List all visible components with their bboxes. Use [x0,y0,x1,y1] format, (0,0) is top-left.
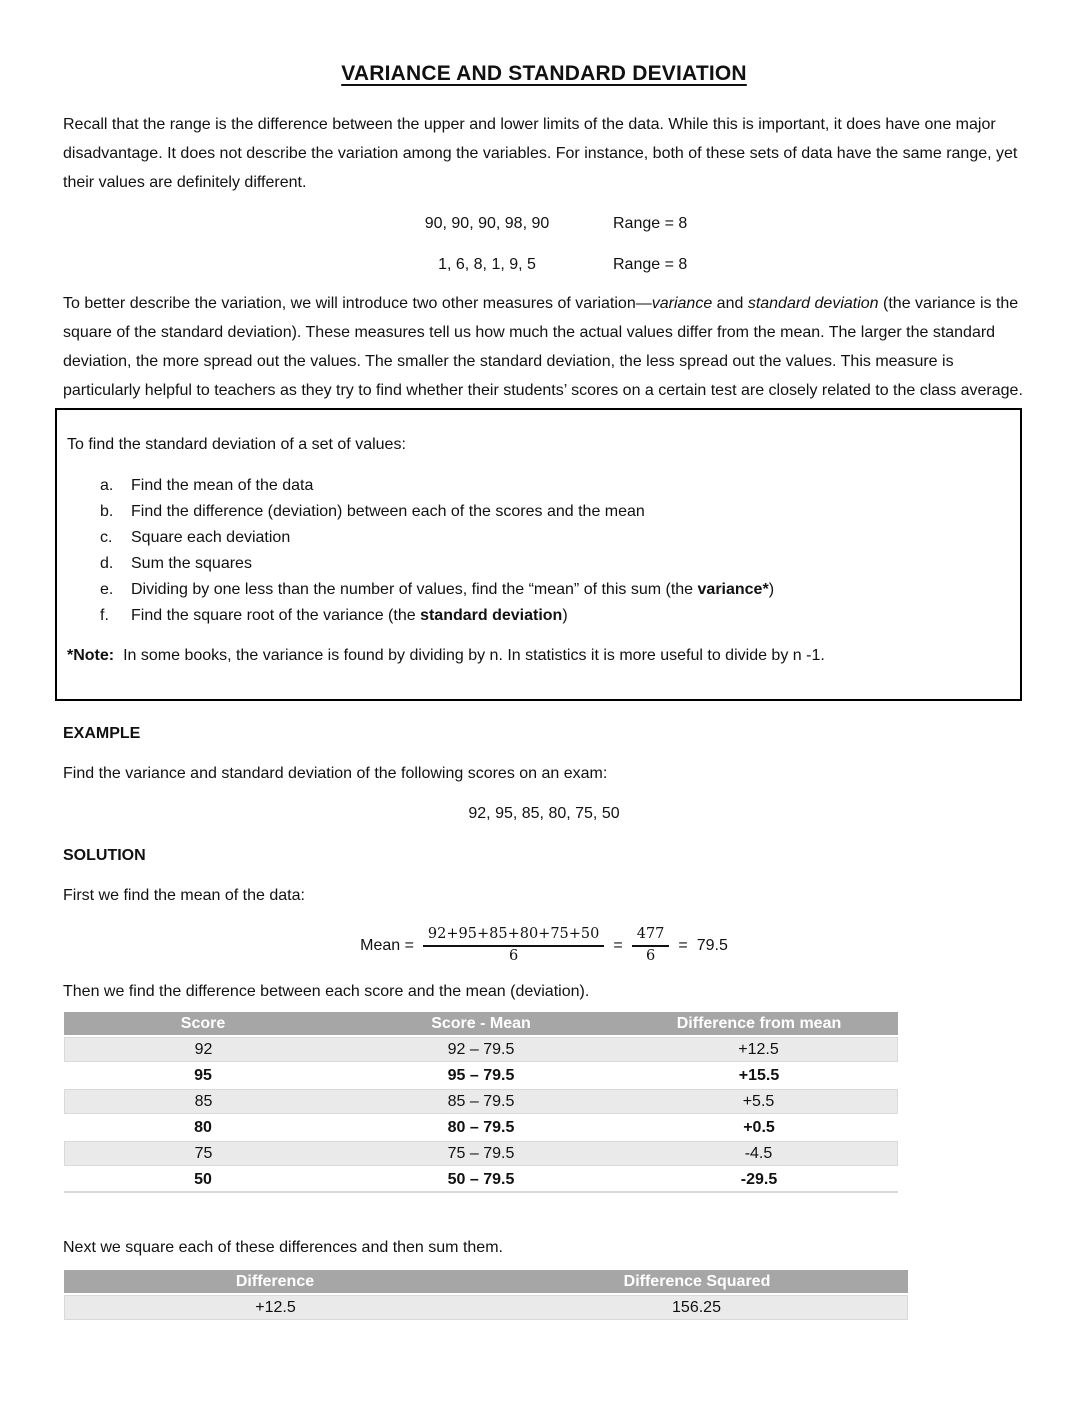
table-cell: 50 [64,1168,342,1193]
step-marker: f. [100,607,109,624]
fraction-denominator: 6 [509,947,519,964]
table-header-row [64,1012,898,1035]
table-cell: +15.5 [620,1064,898,1087]
table-row [64,1089,898,1114]
example-prompt: Find the variance and standard deviation of the following scores on an exam: [63,765,608,782]
variation-paragraph [63,289,1025,405]
squares-intro: Next we square each of these differences and then sum them. [63,1239,503,1256]
table-cell: 75 – 79.5 [342,1141,620,1166]
step-marker: e. [100,581,114,598]
table-cell: -29.5 [620,1168,898,1193]
procedure-box [55,408,1022,701]
step-marker: b. [100,503,114,520]
page-title-text: VARIANCE AND STANDARD DEVIATION [341,62,747,85]
italic-term: standard deviation [747,295,879,312]
intro-paragraph: Recall that the range is the difference between the upper and lower limits of the data. While this is important, it does have one major disadvantage. It does not describe the variation among the variables. For instance, both of these sets of data have the same range, yet their values are definitely different. [63,116,1018,191]
procedure-step [100,525,1004,551]
dataset-range: Range = 8 [613,256,688,273]
table-row [64,1141,898,1166]
table-cell: 85 – 79.5 [342,1089,620,1114]
step-text [131,499,645,525]
step-marker: d. [100,555,114,572]
table-cell: 85 [64,1089,342,1114]
step-bold-term: variance* [697,581,769,598]
table-header-cell: Difference Squared [486,1270,908,1293]
step-text-part: Dividing by one less than the number of values, find the “mean” of this sum (the [131,581,698,598]
procedure-step [100,499,1004,525]
formula-equals: = [613,936,623,954]
formula-fraction-sum [423,925,604,966]
table-cell: -4.5 [620,1141,898,1166]
table-cell: 156.25 [486,1295,908,1320]
step-marker: c. [100,529,113,546]
table-cell: +0.5 [620,1116,898,1139]
table-cell: 80 – 79.5 [342,1116,620,1139]
table-row [64,1295,908,1320]
step-bold-term: standard deviation [420,607,563,624]
table-header-cell: Difference from mean [620,1012,898,1035]
fraction-denominator: 6 [645,947,656,964]
table-row [64,1064,898,1087]
formula-result: 79.5 [696,936,728,954]
note-text: In some books, the variance is found by dividing by n. In statistics it is more useful to divide by n -1. [123,647,825,664]
step-text-part: Sum the squares [131,555,252,572]
table-row [64,1168,898,1193]
table-header-row [64,1270,908,1293]
table-cell: 95 – 79.5 [342,1064,620,1087]
deviation-table [64,1010,898,1195]
paragraph-text: (the variance is the square of the standard deviation). These measures tell us how much the actual values differ from the mean. The larger the standard deviation, the more spread out the values. The smaller the standard deviation, the less spread out the values. This measure is particularly helpful to teachers as they try to find whether their students’ scores on a certain test are closely related to the class average. [63,295,1023,399]
table-row [64,1037,898,1062]
paragraph-text: and [712,295,748,312]
table-header-cell: Score - Mean [342,1012,620,1035]
dataset-values: 1, 6, 8, 1, 9, 5 [438,256,536,273]
table-cell: +5.5 [620,1089,898,1114]
procedure-step [100,551,1004,577]
table-cell: 95 [64,1064,342,1087]
table-cell: 80 [64,1116,342,1139]
example-heading: EXAMPLE [63,725,141,742]
formula-equals: = [678,936,688,954]
procedure-step [100,603,1004,629]
dataset-row [63,250,1025,279]
table-cell: 50 – 79.5 [342,1168,620,1193]
note-label: *Note: [67,647,115,664]
table-cell: 92 [64,1037,342,1062]
step-text [131,551,252,577]
dataset-range: Range = 8 [613,215,688,232]
step-text [131,525,290,551]
step-marker: a. [100,477,114,494]
formula-lhs: Mean = [360,936,414,954]
table-header-cell: Difference [64,1270,486,1293]
step-text [131,603,568,629]
dataset-row [63,209,1025,238]
paragraph-text: To better describe the variation, we will introduce two other measures of variation— [63,295,652,312]
step-text-part: Find the mean of the data [131,477,314,494]
solution-heading: SOLUTION [63,847,146,864]
table-cell: 75 [64,1141,342,1166]
step-text [131,577,774,603]
procedure-step [100,473,1004,499]
table-header-cell: Score [64,1012,342,1035]
table-row [64,1116,898,1139]
mean-formula [63,917,1025,973]
step-text-part: ) [562,607,568,624]
mean-intro: First we find the mean of the data: [63,887,305,904]
step-text [131,473,313,499]
note-line [67,643,1004,669]
page-title [63,58,1025,90]
italic-term: variance [651,295,713,312]
procedure-step [100,577,1004,603]
fraction-numerator: 477 [632,925,670,947]
step-text-part: Square each deviation [131,529,291,546]
deviation-intro: Then we find the difference between each score and the mean (deviation). [63,983,590,1000]
step-text-part: Find the difference (deviation) between each of the scores and the mean [131,503,645,520]
step-text-part: Find the square root of the variance (the [131,607,421,624]
procedure-intro: To find the standard deviation of a set of values: [67,436,406,453]
step-text-part: ) [768,581,775,598]
formula-fraction-total [632,925,670,966]
squares-table [64,1268,908,1322]
dataset-values: 90, 90, 90, 98, 90 [424,215,550,232]
table-cell: +12.5 [64,1295,486,1320]
table-cell: +12.5 [620,1037,898,1062]
table-cell: 92 – 79.5 [342,1037,620,1062]
fraction-numerator: 92+95+85+80+75+50 [423,925,604,947]
example-scores: 92, 95, 85, 80, 75, 50 [468,805,620,822]
